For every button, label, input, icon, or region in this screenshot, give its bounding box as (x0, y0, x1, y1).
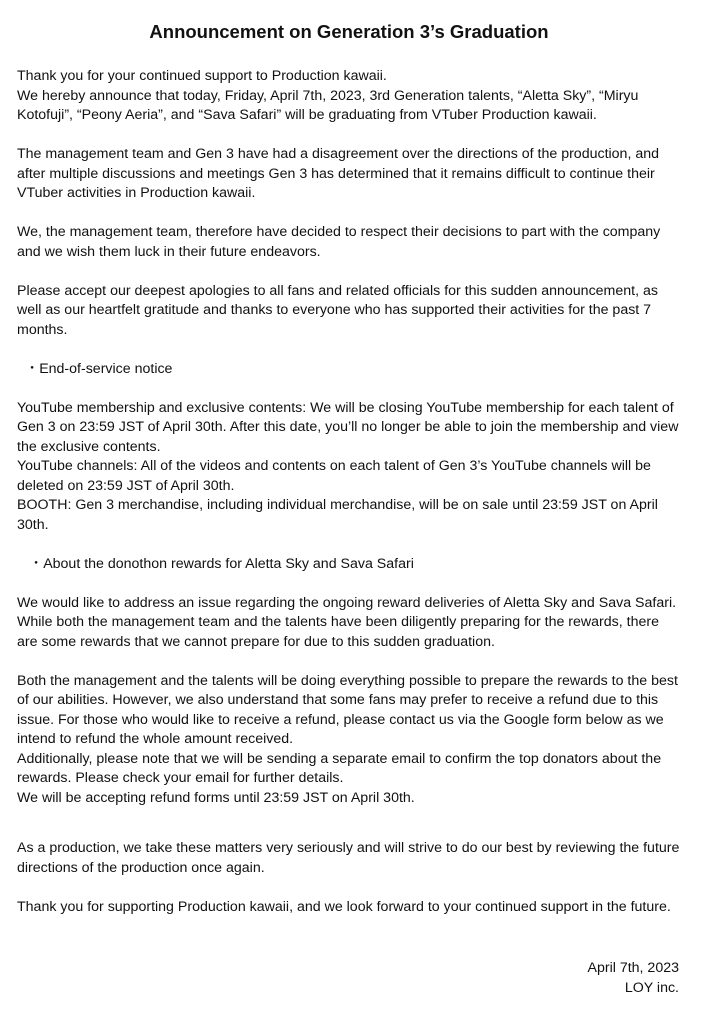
signature-company: LOY inc. (624, 979, 679, 996)
channels-notice: YouTube channels: All of the videos and contents on each talent of Gen 3’s YouTube channels will be deleted on 23:59 JST of April 30th. (17, 458, 651, 494)
signature-date: April 7th, 2023 (587, 960, 679, 976)
signature-block (588, 959, 680, 998)
page-title: Announcement on Generation 3’s Graduation (149, 21, 549, 42)
donothon-email: Additionally, please note that we will be sending a separate email to confirm the top donators about the rewards. Please check your email for further details. (17, 750, 662, 786)
donothon-issue: We would like to address an issue regarding the ongoing reward deliveries of Aletta Sky and Sava Safari. While both the management team and the talents have been diligently preparing for the rewards, there are some rewards that we cannot prepare for due to this sudden graduation. (17, 594, 677, 650)
closing-seriousness: As a production, we take these matters very seriously and will strive to do our best by reviewing the future directions of the production once again. (17, 840, 680, 876)
closing-thanks: Thank you for supporting Production kawaii, and we look forward to your continued support in the future. (17, 898, 671, 915)
booth-notice: BOOTH: Gen 3 merchandise, including individual merchandise, will be on sale until 23:59 JST on April 30th. (17, 497, 658, 533)
end-of-service-heading: ・End-of-service notice (25, 360, 173, 377)
decision-paragraph: We, the management team, therefore have decided to respect their decisions to part with the company and we wish them luck in their future endeavors. (17, 224, 661, 260)
document-body (17, 67, 681, 917)
disagreement-paragraph: The management team and Gen 3 have had a disagreement over the directions of the production, and after multiple discussions and meetings Gen 3 has determined that it remains difficult to continue their VTuber activities in Production kawaii. (17, 146, 659, 201)
intro-announcement: We hereby announce that today, Friday, April 7th, 2023, 3rd Generation talents, “Aletta Sky”, “Miryu Kotofuji”, “Peony Aeria”, and “Sava Safari” will be graduating from VTuber Production kawaii. (17, 87, 639, 123)
intro-thanks: Thank you for your continued support to Production kawaii. (17, 68, 387, 84)
membership-notice: YouTube membership and exclusive contents: We will be closing YouTube membership for each talent of Gen 3 on 23:59 JST of April 30th. After this date, you’ll no longer be able to join the membership and view the exclusive contents. (17, 399, 679, 455)
donothon-refund: Both the management and the talents will be doing everything possible to prepare the rewards to the best of our abilities. However, we also understand that some fans may prefer to receive a refund due to this issue. For those who would like to receive a refund, please contact us via the Google form below as we intend to refund the whole amount received. (17, 672, 678, 747)
donothon-heading: ・About the donothon rewards for Aletta Sky and Sava Safari (29, 555, 414, 572)
apology-paragraph: Please accept our deepest apologies to all fans and related officials for this sudden announcement, as well as our heartfelt gratitude and thanks to everyone who has supported their activities for the past 7 months. (17, 282, 658, 338)
donothon-deadline: We will be accepting refund forms until 23:59 JST on April 30th. (17, 789, 415, 806)
